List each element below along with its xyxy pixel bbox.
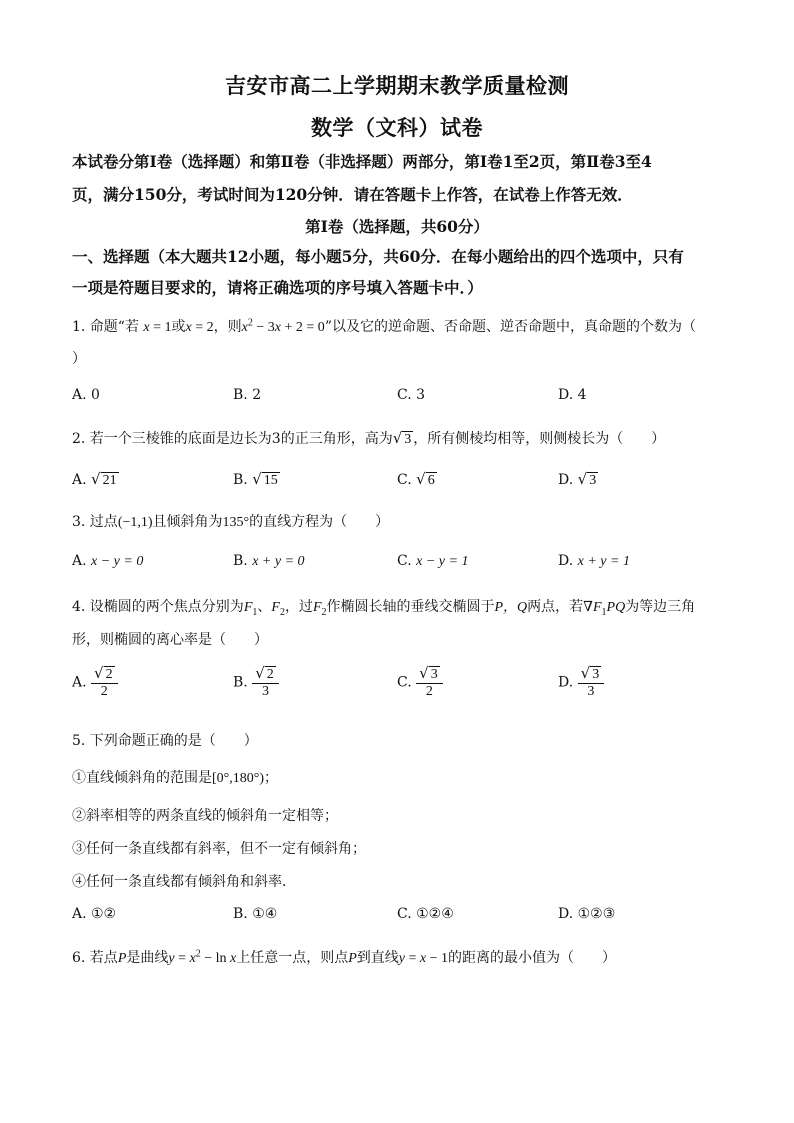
q5-statement-2: ②斜率相等的两条直线的倾斜角一定相等； [72, 808, 338, 824]
q4-option-d[interactable]: D. $\frac{√ 3}{3}$ [558, 665, 604, 700]
q5-statement-4: ④任何一条直线都有倾斜角和斜率． [72, 874, 296, 890]
q5-option-a[interactable]: A. ①② [72, 906, 117, 922]
section-desc-2: 一项是符题目要求的，请将正确选项的序号填入答题卡中．） [72, 278, 483, 297]
q3-option-d[interactable]: D. x + y = 1 [558, 553, 630, 569]
question-5: 5. 下列命题正确的是（ ） [72, 733, 258, 749]
question-4-line-1: 4. 设椭圆的两个焦点分别为$F_1$、$F_2$，过$F_2$作椭圆长轴的垂线交椭圆于P，Q两点，若$\nabla F_1PQ$为等边三角 [72, 599, 696, 618]
intro-line-1: 本试卷分第Ⅰ卷（选择题）和第Ⅱ卷（非选择题）两部分，第Ⅰ卷1至2页，第Ⅱ卷3至4 [72, 152, 652, 171]
q2-option-a[interactable]: A. √ 21 [72, 470, 117, 488]
q4-option-a[interactable]: A. $\frac{√ 2}{2}$ [72, 665, 118, 700]
q2-option-c[interactable]: C. √ 6 [397, 470, 435, 488]
q5-statement-1: ①直线倾斜角的范围是[0°,180°)； [72, 770, 279, 786]
question-6: 6. 若点P是曲线$y = x^2 - \ln x$上任意一点，则点P到直线y = x − 1的距离的最小值为（ ） [72, 948, 617, 966]
section-title: 第Ⅰ卷（选择题，共60分） [305, 217, 489, 236]
q5-statement-3: ③任何一条直线都有斜率，但不一定有倾斜角； [72, 841, 366, 857]
q3-option-c[interactable]: C. x − y = 1 [397, 553, 469, 569]
q4-option-c[interactable]: C. $\frac{√ 3}{2}$ [397, 665, 443, 700]
question-1-line-2: ） [72, 351, 86, 367]
q4-option-b[interactable]: B. $\frac{√ 2}{3}$ [233, 665, 279, 700]
q1-option-a[interactable]: A. 0 [72, 387, 100, 403]
q3-option-a[interactable]: A. x − y = 0 [72, 553, 144, 569]
intro-line-2: 页，满分150分，考试时间为120分钟．请在答题卡上作答，在试卷上作答无效． [72, 185, 633, 204]
question-2: 2. 若一个三棱锥的底面是边长为3的正三角形，高为√ 3 ，所有侧棱均相等，则侧棱长为（ ） [72, 429, 666, 447]
q2-option-d[interactable]: D. √ 3 [558, 470, 597, 488]
q1-option-b[interactable]: B. 2 [233, 387, 262, 403]
q2-option-b[interactable]: B. √ 15 [233, 470, 278, 488]
q5-option-c[interactable]: C. ①②④ [397, 906, 454, 922]
section-desc-1: 一、选择题（本大题共12小题，每小题5分，共60分．在每小题给出的四个选项中，只有 [72, 247, 684, 266]
q5-option-d[interactable]: D. ①②③ [558, 906, 616, 922]
page-subtitle: 数学（文科）试卷 [311, 115, 483, 140]
q5-option-b[interactable]: B. ①④ [233, 906, 278, 922]
question-4-line-2: 形，则椭圆的离心率是（ ） [72, 632, 268, 648]
question-3: 3. 过点(−1,1)且倾斜角为135°的直线方程为（ ） [72, 514, 390, 530]
question-1-line-1: 1. 命题“若 x = 1或x = 2，则$x^2 - 3x + 2 = 0$”以及它的逆命题、否命题、逆否命题中，真命题的个数为（ [72, 317, 696, 335]
q1-option-d[interactable]: D. 4 [558, 387, 587, 403]
page-title: 吉安市高二上学期期末教学质量检测 [225, 73, 569, 98]
q3-option-b[interactable]: B. x + y = 0 [233, 553, 305, 569]
q1-option-c[interactable]: C. 3 [397, 387, 426, 403]
